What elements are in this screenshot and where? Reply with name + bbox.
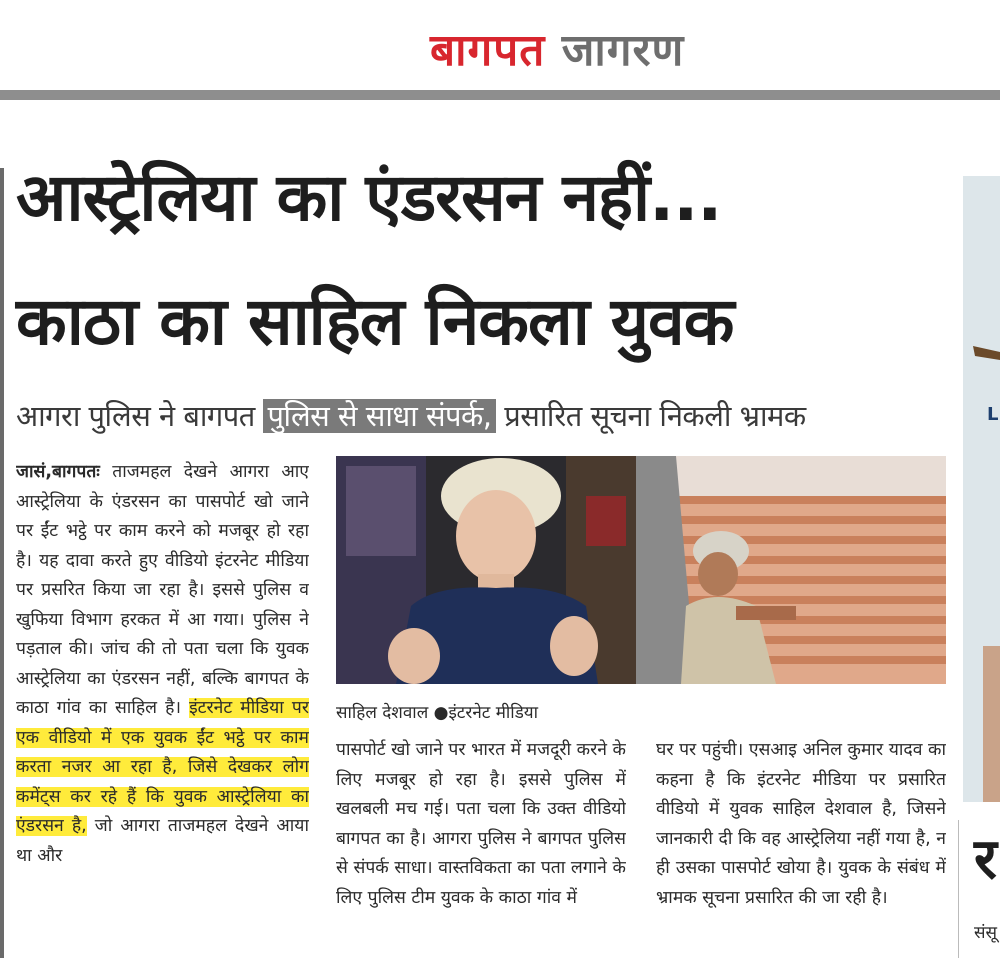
article-column-2: पासपोर्ट खो जाने पर भारत में मजदूरी करने के लिए मजबूर हो रहा है। इससे पुलिस में खलबली मच गई। पता चला कि उक्त वीडियो बागपत का है। आगरा पुलिस ने बागपत पुलिस से संपर्क साधा। वास्तविकता का पता लगाने के लिए पुलिस टीम युवक के काठा गांव में xyxy=(336,740,626,908)
masthead-logo xyxy=(430,18,830,78)
headline-line1: आस्ट्रेलिया का एंडरसन नहीं... xyxy=(16,159,722,236)
deck-subheadline xyxy=(16,392,946,442)
article-photo xyxy=(336,456,946,684)
adjacent-dateline-fragment: संसू xyxy=(974,923,997,943)
deck-highlight: पुलिस से साधा संपर्क, xyxy=(263,399,495,433)
adjacent-advertisement xyxy=(963,176,1000,802)
masthead-part2: जागरण xyxy=(561,25,685,76)
adjacent-ad-image xyxy=(963,176,1000,802)
photo-illustration xyxy=(336,456,946,684)
article-column-3: घर पर पहुंची। एसआइ अनिल कुमार यादव का कहना है कि इंटरनेट मीडिया पर प्रसारित वीडियो में युवक साहिल देशवाल है, जिसने जानकारी दी कि वह आस्ट्रेलिया नहीं गया है, न ही उसका पासपोर्ट खोया है। युवक के संबंध में भ्रामक सूचना प्रसारित की जा रही है। xyxy=(656,740,946,908)
dateline: जासं,बागपतः xyxy=(16,462,100,482)
photo-caption: साहिल देशवाल ●इंटरनेट मीडिया xyxy=(336,703,539,723)
column1-highlight: इंटरनेट मीडिया पर एक वीडियो में एक युवक ईंट भट्ठे पर काम करता नजर आ रहा है, जिसे देखकर लोग कमेंट्स कर रहे हैं कि युवक आस्ट्रेलिया का एंडरसन है, xyxy=(16,698,309,836)
article-column-1 xyxy=(16,458,309,958)
column-divider xyxy=(958,820,959,958)
deck-after: प्रसारित सूचना निकली भ्रामक xyxy=(495,399,806,433)
column1-text: ताजमहल देखने आगरा आए आस्ट्रेलिया के एंडरसन का पासपोर्ट खो जाने पर ईंट भट्ठे पर काम करने को मजबूर हो रहा है। यह दावा करते हुए वीडियो इंटरनेट मीडिया पर प्रसरित किया जा रहा है। इससे पुलिस व खुफिया विभाग हरकत में आ गया। पुलिस ने पड़ताल की। जांच की तो पता चला कि युवक आस्ट्रेलिया का एंडरसन नहीं, बल्कि बागपत के काठा गांव का साहिल है। xyxy=(16,462,309,718)
deck-before: आगरा पुलिस ने बागपत xyxy=(16,399,264,433)
adjacent-ad-letter: L xyxy=(987,404,999,425)
column1-tail: जो आगरा ताजमहल देखने आया था और xyxy=(16,816,309,866)
adjacent-article-fragment xyxy=(968,820,1000,958)
adjacent-headline-fragment: र xyxy=(974,827,997,892)
left-edge-bar xyxy=(0,168,4,958)
masthead-rule xyxy=(0,90,1000,100)
headline-line2: काठा का साहिल निकला युवक xyxy=(16,283,734,360)
masthead-part1: बागपत xyxy=(430,25,546,76)
